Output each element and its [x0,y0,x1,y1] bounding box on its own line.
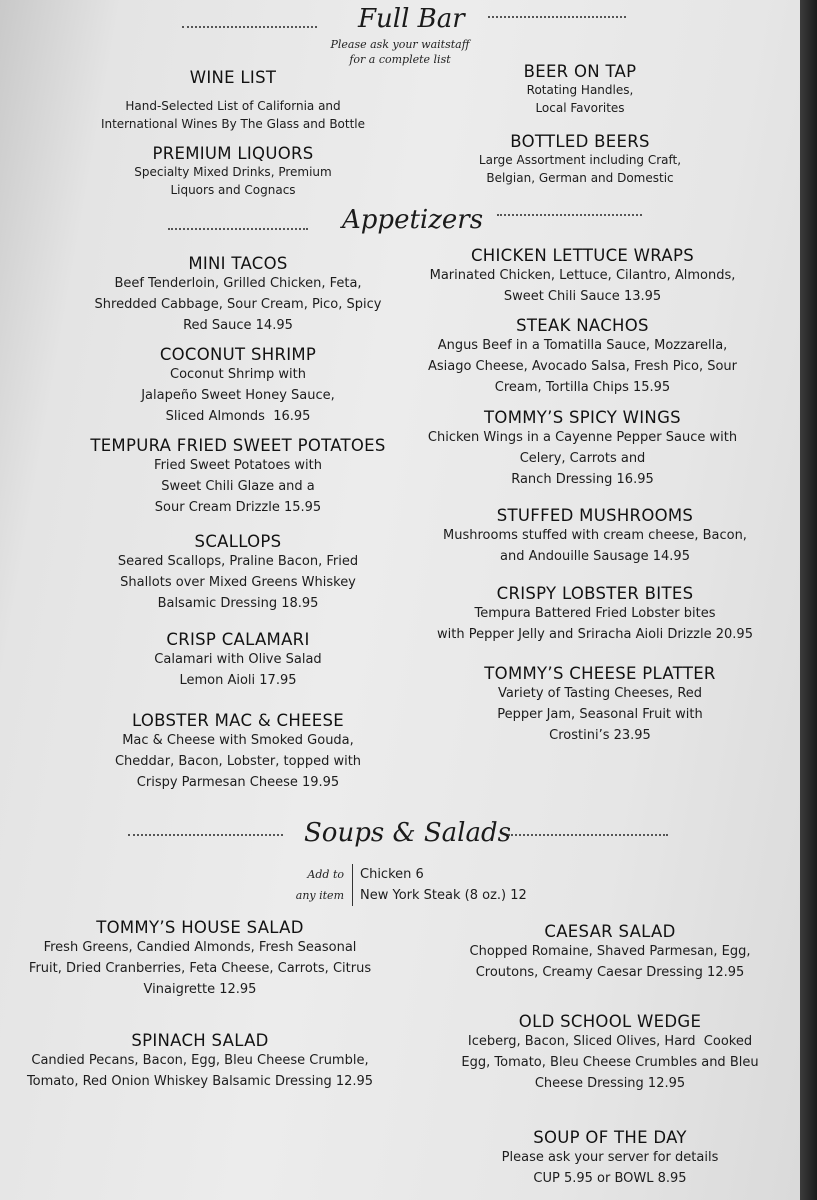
appetizer-item [78,711,398,793]
appetizer-name: CHICKEN LETTUCE WRAPS [470,246,695,265]
divider-dots [497,214,642,216]
appetizer-name: TOMMY’S CHEESE PLATTER [484,664,716,683]
appetizer-desc: Coconut Shrimp with Jalapeño Sweet Honey Sauce, Sliced Almonds 16.95 [141,367,335,424]
appetizers-title: Appetizers [342,205,484,235]
salad-name: CAESAR SALAD [544,922,676,941]
appetizer-desc: Variety of Tasting Cheeses, Red Pepper Jam, Seasonal Fruit with Crostini’s 23.95 [497,686,703,743]
divider-dots [128,834,283,836]
salad-desc: Chopped Romaine, Shaved Parmesan, Egg, Croutons, Creamy Caesar Dressing 12.95 [469,944,751,980]
appetizer-item [78,254,398,336]
appetizer-item [78,532,398,614]
salad-item [425,1012,795,1094]
appetizer-desc: Mac & Cheese with Smoked Gouda, Cheddar, Bacon, Lobster, topped with Crispy Parmesan Cheese 19.95 [114,733,362,790]
bar-item-name: PREMIUM LIQUORS [152,144,314,163]
salad-desc: Please ask your server for details CUP 5.95 or BOWL 8.95 [501,1150,719,1186]
bar-item-name: WINE LIST [189,68,277,87]
salad-item [0,1031,400,1092]
appetizer-item [78,345,398,427]
appetizer-desc: Chicken Wings in a Cayenne Pepper Sauce with Celery, Carrots and Ranch Dressing 16.95 [427,430,738,487]
salad-name: SOUP OF THE DAY [533,1128,687,1147]
appetizer-name: STUFFED MUSHROOMS [496,506,694,525]
bar-item [78,144,388,199]
bar-item [440,62,720,117]
appetizer-desc: Tempura Battered Fried Lobster bites with Pepper Jelly and Sriracha Aioli Drizzle 20.95 [437,606,753,642]
bar-item-desc: Specialty Mixed Drinks, Premium Liquors and Cognacs [134,165,332,197]
appetizer-name: COCONUT SHRIMP [159,345,317,364]
appetizer-item [435,664,765,746]
divider-dots [168,228,308,230]
appetizer-name: LOBSTER MAC & CHEESE [131,711,345,730]
appetizer-name: MINI TACOS [188,254,288,273]
appetizer-item [78,436,398,518]
add-to-divider [352,864,353,906]
appetizer-item [405,246,760,307]
appetizer-name: CRISP CALAMARI [166,630,310,649]
bar-item-desc: Large Assortment including Craft, Belgian, German and Domestic [478,153,682,185]
appetizer-item [405,316,760,398]
appetizer-name: TOMMY’S SPICY WINGS [484,408,681,427]
appetizer-desc: Marinated Chicken, Lettuce, Cilantro, Almonds, Sweet Chili Sauce 13.95 [429,268,736,304]
full-bar-title: Full Bar [358,4,465,34]
divider-dots [488,16,626,18]
appetizer-item [410,584,780,645]
full-bar-note: Please ask your waitstaff for a complete list [330,38,470,66]
bar-item [440,132,720,187]
appetizer-name: STEAK NACHOS [516,316,649,335]
add-to-label: Add to any item [295,868,344,902]
salad-desc: Candied Pecans, Bacon, Egg, Bleu Cheese Crumble, Tomato, Red Onion Whiskey Balsamic Dressing 12.95 [26,1053,374,1089]
appetizer-desc: Mushrooms stuffed with cream cheese, Bacon, and Andouille Sausage 14.95 [443,528,747,564]
appetizer-desc: Fried Sweet Potatoes with Sweet Chili Glaze and a Sour Cream Drizzle 15.95 [154,458,322,515]
appetizer-desc: Calamari with Olive Salad Lemon Aioli 17.95 [154,652,322,688]
salad-desc: Fresh Greens, Candied Almonds, Fresh Seasonal Fruit, Dried Cranberries, Feta Cheese, Carrots, Citrus Vinaigrette 12.95 [28,940,372,997]
appetizer-name: CRISPY LOBSTER BITES [496,584,694,603]
salad-item [0,918,400,1000]
add-to-options: Chicken 6 New York Steak (8 oz.) 12 [360,867,527,903]
bar-item [78,68,388,133]
divider-dots [182,26,317,28]
bar-item-desc: Rotating Handles, Local Favorites [526,83,634,115]
appetizer-item [405,408,760,490]
menu-binder-edge [800,0,817,1200]
salad-name: TOMMY’S HOUSE SALAD [96,918,304,937]
salad-name: OLD SCHOOL WEDGE [518,1012,702,1031]
appetizer-item [410,506,780,567]
bar-item-name: BEER ON TAP [523,62,637,81]
soups-salads-title: Soups & Salads [304,818,511,848]
appetizer-desc: Angus Beef in a Tomatilla Sauce, Mozzarella, Asiago Cheese, Avocado Salsa, Fresh Pico, Sour Cream, Tortilla Chips 15.95 [427,338,738,395]
bar-item-name: BOTTLED BEERS [510,132,650,151]
appetizer-name: TEMPURA FRIED SWEET POTATOES [90,436,386,455]
appetizer-desc: Beef Tenderloin, Grilled Chicken, Feta, Shredded Cabbage, Sour Cream, Pico, Spicy Red Sauce 14.95 [94,276,382,333]
appetizer-item [78,630,398,691]
salad-desc: Iceberg, Bacon, Sliced Olives, Hard Cooked Egg, Tomato, Bleu Cheese Crumbles and Bleu Cheese Dressing 12.95 [461,1034,759,1091]
salad-item [425,922,795,983]
bar-item-desc: Hand-Selected List of California and International Wines By The Glass and Bottle [100,99,366,131]
divider-dots [508,834,668,836]
salad-name: SPINACH SALAD [131,1031,269,1050]
salad-item [425,1128,795,1189]
appetizer-name: SCALLOPS [194,532,282,551]
appetizer-desc: Seared Scallops, Praline Bacon, Fried Shallots over Mixed Greens Whiskey Balsamic Dressing 18.95 [117,554,359,611]
